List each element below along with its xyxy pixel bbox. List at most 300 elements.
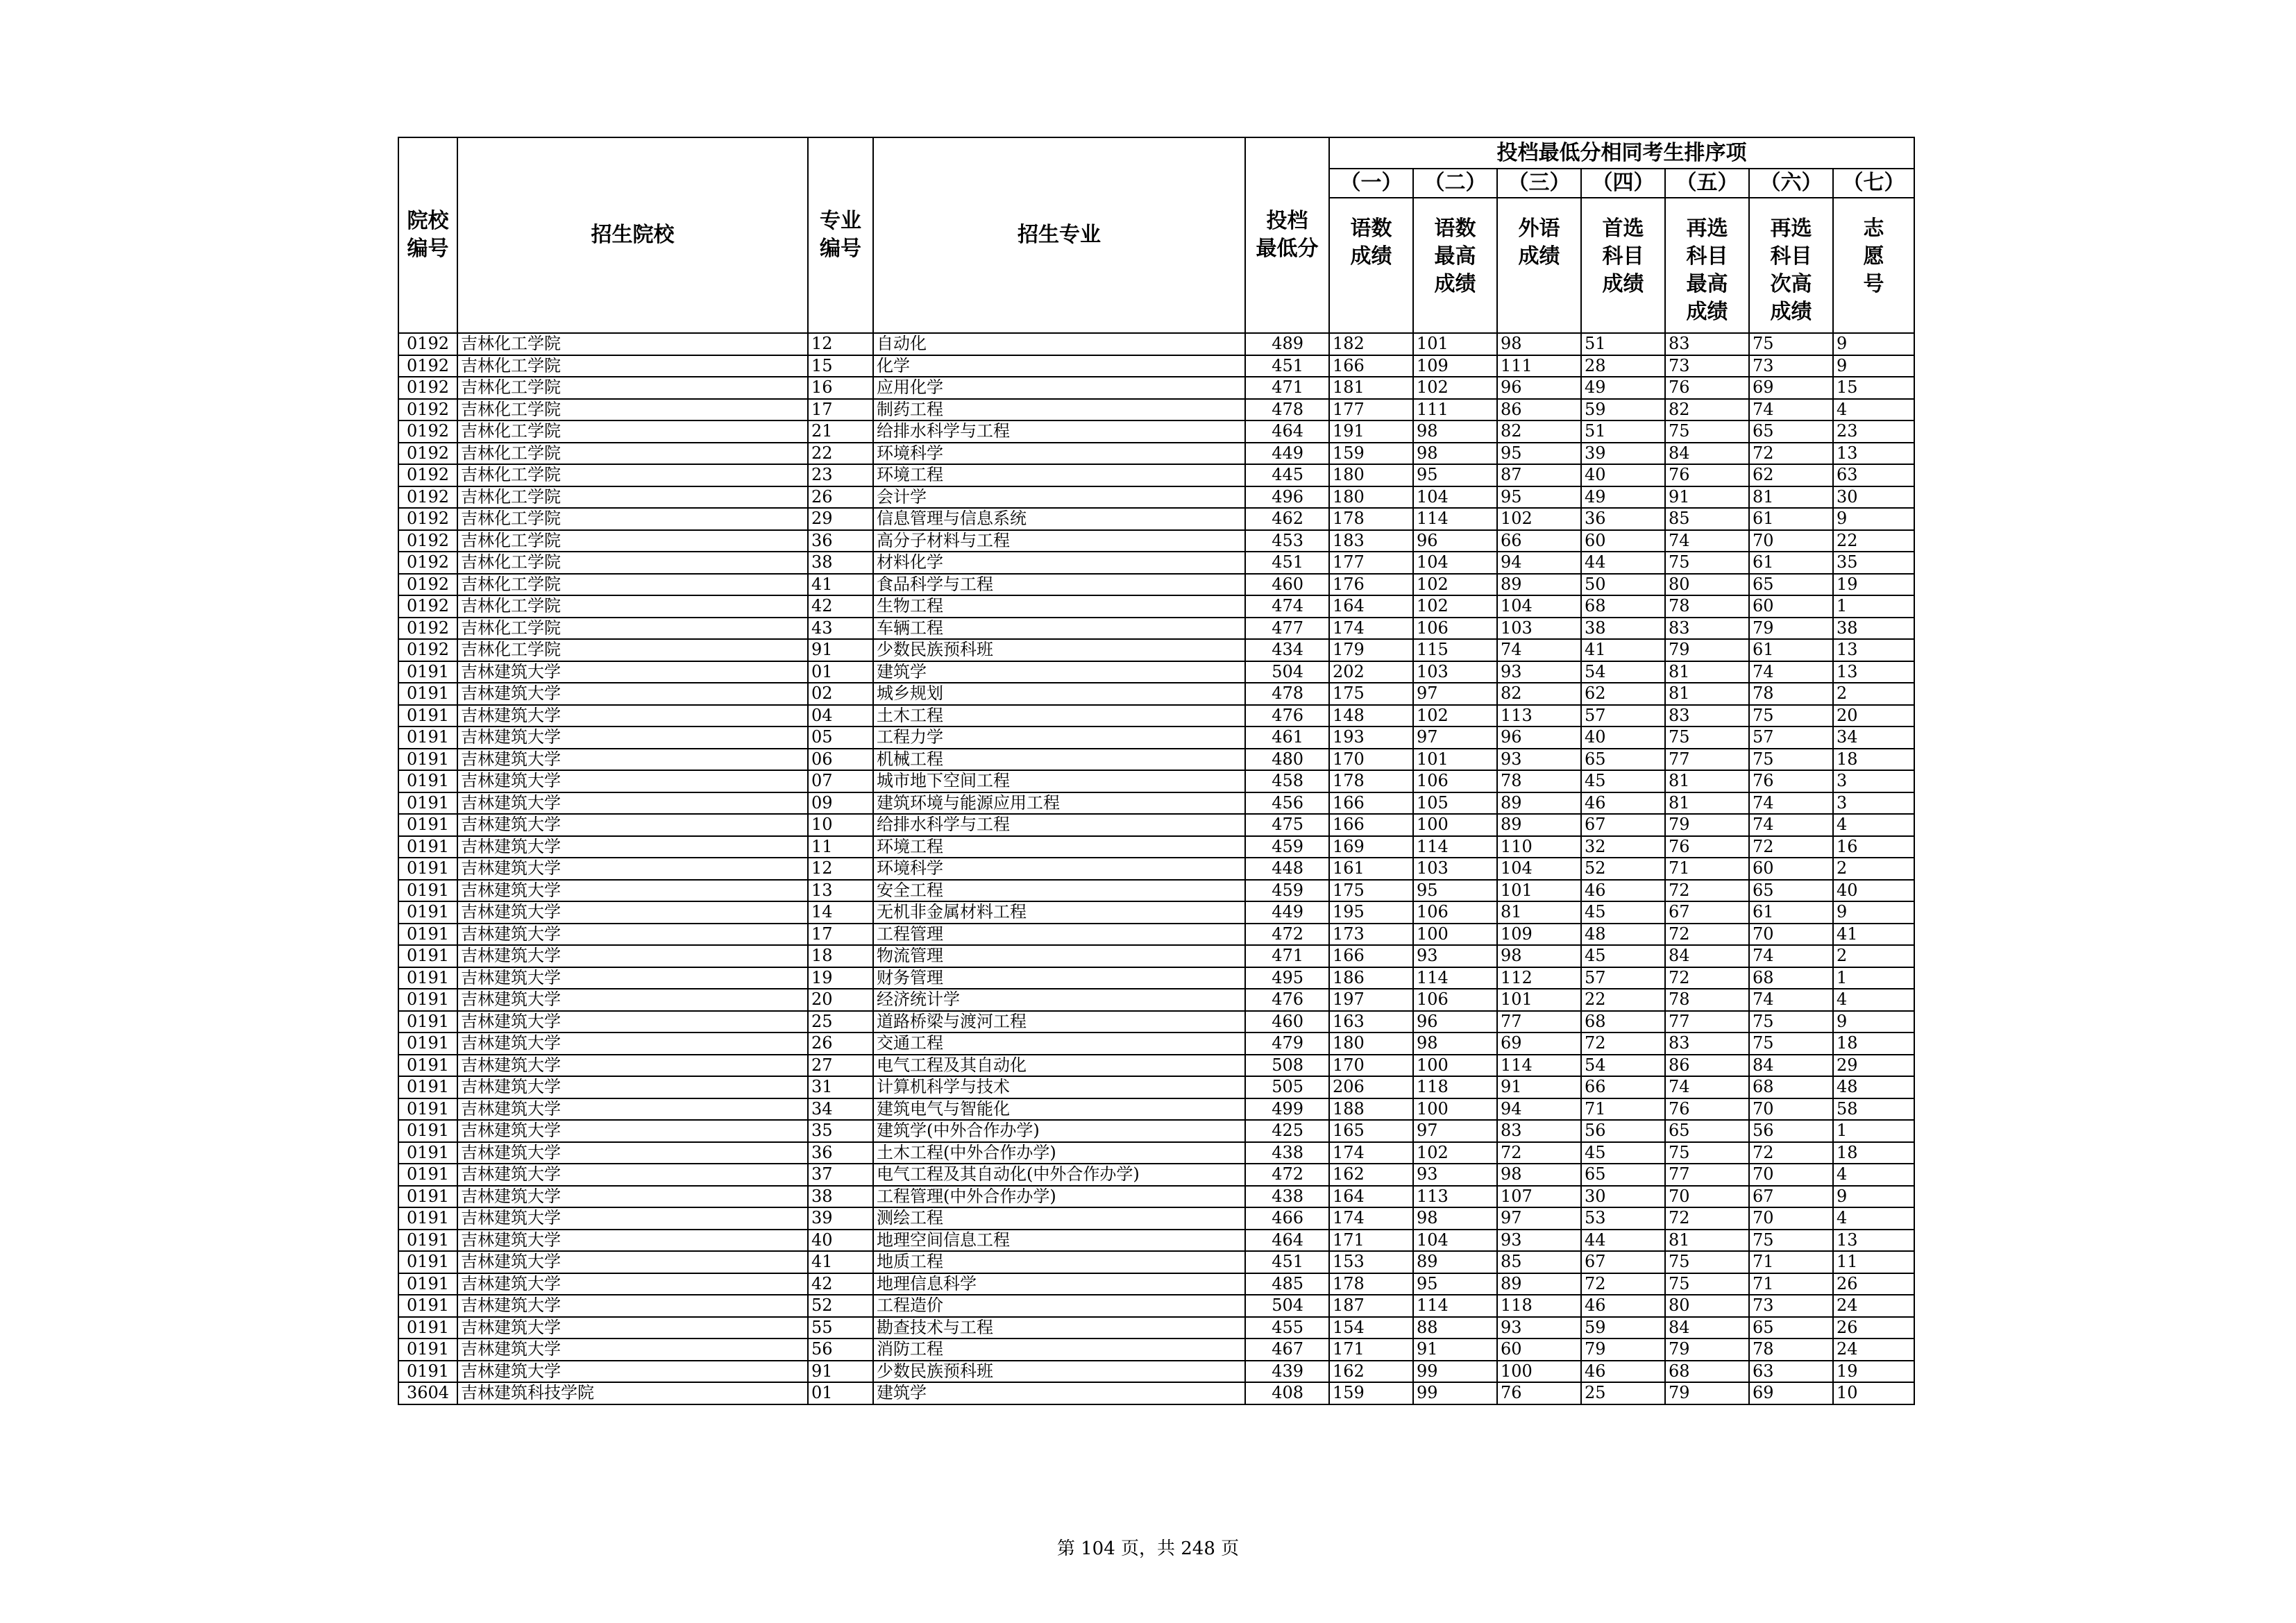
order-5-cell: 81 <box>1665 770 1749 792</box>
order-1-cell: 171 <box>1329 1230 1413 1252</box>
min-score-cell: 479 <box>1245 1033 1329 1055</box>
order-2-cell: 106 <box>1413 989 1497 1011</box>
table-row <box>398 770 1914 792</box>
major-name-cell: 自动化 <box>873 333 1245 355</box>
order-6-cell: 81 <box>1749 486 1833 509</box>
table-row <box>398 486 1914 509</box>
order-5-cell: 72 <box>1665 880 1749 902</box>
table-row <box>398 1120 1914 1142</box>
order-3-cell: 82 <box>1497 683 1581 705</box>
order-2-cell: 98 <box>1413 1207 1497 1230</box>
order-4-cell: 53 <box>1581 1207 1665 1230</box>
min-score-cell: 453 <box>1245 530 1329 552</box>
table-row <box>398 1361 1914 1383</box>
order-1-cell: 183 <box>1329 530 1413 552</box>
order-1-cell: 176 <box>1329 574 1413 596</box>
major-name-cell: 环境科学 <box>873 858 1245 880</box>
min-score-cell: 448 <box>1245 858 1329 880</box>
order-7-cell: 11 <box>1833 1251 1914 1273</box>
min-score-cell: 451 <box>1245 552 1329 574</box>
order-1-cell: 186 <box>1329 967 1413 989</box>
major-name-cell: 消防工程 <box>873 1339 1245 1361</box>
order-3-cell: 87 <box>1497 464 1581 486</box>
order-6-cell: 78 <box>1749 683 1833 705</box>
order-2-cell: 100 <box>1413 1055 1497 1077</box>
major-name-cell: 计算机科学与技术 <box>873 1076 1245 1098</box>
order-7-cell: 9 <box>1833 355 1914 377</box>
order-1-cell: 179 <box>1329 639 1413 661</box>
school-code-cell: 0191 <box>398 1076 457 1098</box>
order-1-cell: 170 <box>1329 749 1413 771</box>
order-2-cell: 93 <box>1413 1164 1497 1186</box>
order-5-cell: 68 <box>1665 1361 1749 1383</box>
order-item: 志 愿 号 <box>1833 198 1914 333</box>
order-7-cell: 24 <box>1833 1295 1914 1317</box>
order-label: （七） <box>1833 169 1914 198</box>
header-school: 招生院校 <box>457 137 808 333</box>
order-1-cell: 182 <box>1329 333 1413 355</box>
major-code-cell: 04 <box>808 705 873 727</box>
table-row <box>398 508 1914 530</box>
order-5-cell: 65 <box>1665 1120 1749 1142</box>
school-code-cell: 0192 <box>398 377 457 399</box>
school-code-cell: 0191 <box>398 1098 457 1121</box>
order-5-cell: 76 <box>1665 464 1749 486</box>
major-name-cell: 勘查技术与工程 <box>873 1317 1245 1339</box>
table-row <box>398 1011 1914 1033</box>
school-code-cell: 0192 <box>398 595 457 618</box>
major-code-cell: 41 <box>808 1251 873 1273</box>
order-3-cell: 86 <box>1497 399 1581 421</box>
table-row <box>398 1339 1914 1361</box>
min-score-cell: 499 <box>1245 1098 1329 1121</box>
order-1-cell: 177 <box>1329 552 1413 574</box>
header-major: 招生专业 <box>873 137 1245 333</box>
major-code-cell: 36 <box>808 1142 873 1164</box>
order-2-cell: 106 <box>1413 770 1497 792</box>
order-1-cell: 170 <box>1329 1055 1413 1077</box>
table-row <box>398 574 1914 596</box>
order-6-cell: 74 <box>1749 814 1833 836</box>
major-name-cell: 环境科学 <box>873 443 1245 465</box>
major-code-cell: 42 <box>808 595 873 618</box>
min-score-cell: 505 <box>1245 1076 1329 1098</box>
major-code-cell: 25 <box>808 1011 873 1033</box>
school-name-cell: 吉林建筑大学 <box>457 858 808 880</box>
order-4-cell: 56 <box>1581 1120 1665 1142</box>
school-name-cell: 吉林化工学院 <box>457 420 808 443</box>
order-7-cell: 26 <box>1833 1317 1914 1339</box>
order-3-cell: 96 <box>1497 377 1581 399</box>
order-2-cell: 103 <box>1413 661 1497 683</box>
order-5-cell: 75 <box>1665 1142 1749 1164</box>
order-1-cell: 171 <box>1329 1339 1413 1361</box>
order-5-cell: 76 <box>1665 1098 1749 1121</box>
order-3-cell: 110 <box>1497 836 1581 858</box>
order-2-cell: 102 <box>1413 595 1497 618</box>
min-score-cell: 456 <box>1245 792 1329 815</box>
order-2-cell: 113 <box>1413 1186 1497 1208</box>
order-3-cell: 114 <box>1497 1055 1581 1077</box>
order-3-cell: 100 <box>1497 1361 1581 1383</box>
school-code-cell: 0191 <box>398 901 457 924</box>
min-score-cell: 495 <box>1245 967 1329 989</box>
min-score-cell: 504 <box>1245 661 1329 683</box>
order-5-cell: 72 <box>1665 924 1749 946</box>
order-4-cell: 22 <box>1581 989 1665 1011</box>
order-2-cell: 114 <box>1413 967 1497 989</box>
order-6-cell: 56 <box>1749 1120 1833 1142</box>
order-2-cell: 104 <box>1413 552 1497 574</box>
min-score-cell: 472 <box>1245 924 1329 946</box>
major-name-cell: 建筑学 <box>873 1382 1245 1404</box>
major-name-cell: 化学 <box>873 355 1245 377</box>
order-4-cell: 50 <box>1581 574 1665 596</box>
order-2-cell: 114 <box>1413 508 1497 530</box>
order-7-cell: 35 <box>1833 552 1914 574</box>
order-2-cell: 106 <box>1413 901 1497 924</box>
school-code-cell: 0191 <box>398 836 457 858</box>
school-code-cell: 0192 <box>398 420 457 443</box>
min-score-cell: 445 <box>1245 464 1329 486</box>
order-6-cell: 74 <box>1749 792 1833 815</box>
order-5-cell: 79 <box>1665 1339 1749 1361</box>
order-3-cell: 83 <box>1497 1120 1581 1142</box>
order-7-cell: 63 <box>1833 464 1914 486</box>
school-code-cell: 0191 <box>398 967 457 989</box>
order-5-cell: 81 <box>1665 1230 1749 1252</box>
order-6-cell: 57 <box>1749 726 1833 749</box>
major-name-cell: 环境工程 <box>873 464 1245 486</box>
major-code-cell: 11 <box>808 836 873 858</box>
admission-score-table <box>398 137 1915 1405</box>
order-7-cell: 1 <box>1833 967 1914 989</box>
order-5-cell: 82 <box>1665 399 1749 421</box>
school-code-cell: 0191 <box>398 1273 457 1295</box>
min-score-cell: 459 <box>1245 880 1329 902</box>
order-4-cell: 51 <box>1581 333 1665 355</box>
order-5-cell: 70 <box>1665 1186 1749 1208</box>
order-2-cell: 103 <box>1413 858 1497 880</box>
school-name-cell: 吉林化工学院 <box>457 574 808 596</box>
order-7-cell: 20 <box>1833 705 1914 727</box>
table-body <box>398 333 1914 1404</box>
table-row <box>398 1251 1914 1273</box>
order-4-cell: 38 <box>1581 618 1665 640</box>
order-2-cell: 106 <box>1413 618 1497 640</box>
min-score-cell: 459 <box>1245 836 1329 858</box>
order-4-cell: 54 <box>1581 1055 1665 1077</box>
school-code-cell: 0191 <box>398 726 457 749</box>
school-name-cell: 吉林建筑大学 <box>457 1055 808 1077</box>
order-3-cell: 89 <box>1497 792 1581 815</box>
min-score-cell: 472 <box>1245 1164 1329 1186</box>
order-3-cell: 72 <box>1497 1142 1581 1164</box>
min-score-cell: 471 <box>1245 377 1329 399</box>
min-score-cell: 460 <box>1245 574 1329 596</box>
order-6-cell: 72 <box>1749 1142 1833 1164</box>
min-score-cell: 449 <box>1245 443 1329 465</box>
order-4-cell: 45 <box>1581 1142 1665 1164</box>
order-4-cell: 72 <box>1581 1033 1665 1055</box>
order-1-cell: 153 <box>1329 1251 1413 1273</box>
order-1-cell: 166 <box>1329 945 1413 967</box>
table-row <box>398 355 1914 377</box>
school-name-cell: 吉林化工学院 <box>457 355 808 377</box>
order-2-cell: 118 <box>1413 1076 1497 1098</box>
min-score-cell: 464 <box>1245 1230 1329 1252</box>
table-row <box>398 639 1914 661</box>
major-code-cell: 26 <box>808 1033 873 1055</box>
table-row <box>398 1273 1914 1295</box>
order-3-cell: 96 <box>1497 726 1581 749</box>
order-7-cell: 48 <box>1833 1076 1914 1098</box>
order-5-cell: 84 <box>1665 1317 1749 1339</box>
order-6-cell: 84 <box>1749 1055 1833 1077</box>
school-code-cell: 0192 <box>398 508 457 530</box>
order-2-cell: 102 <box>1413 574 1497 596</box>
order-7-cell: 9 <box>1833 508 1914 530</box>
order-6-cell: 68 <box>1749 1076 1833 1098</box>
order-label: （五） <box>1665 169 1749 198</box>
school-code-cell: 0191 <box>398 1251 457 1273</box>
order-3-cell: 112 <box>1497 967 1581 989</box>
school-code-cell: 0192 <box>398 443 457 465</box>
min-score-cell: 462 <box>1245 508 1329 530</box>
major-code-cell: 29 <box>808 508 873 530</box>
min-score-cell: 451 <box>1245 355 1329 377</box>
order-7-cell: 1 <box>1833 1120 1914 1142</box>
table-row <box>398 792 1914 815</box>
school-name-cell: 吉林建筑大学 <box>457 1361 808 1383</box>
school-name-cell: 吉林化工学院 <box>457 552 808 574</box>
order-5-cell: 77 <box>1665 749 1749 771</box>
min-score-cell: 451 <box>1245 1251 1329 1273</box>
table-row <box>398 836 1914 858</box>
page-footer: 第 104 页，共 248 页 <box>1056 1538 1240 1559</box>
order-2-cell: 104 <box>1413 1230 1497 1252</box>
school-name-cell: 吉林建筑大学 <box>457 1164 808 1186</box>
major-name-cell: 地质工程 <box>873 1251 1245 1273</box>
order-6-cell: 79 <box>1749 618 1833 640</box>
order-7-cell: 40 <box>1833 880 1914 902</box>
order-6-cell: 68 <box>1749 967 1833 989</box>
major-name-cell: 电气工程及其自动化(中外合作办学) <box>873 1164 1245 1186</box>
order-5-cell: 75 <box>1665 1273 1749 1295</box>
major-name-cell: 无机非金属材料工程 <box>873 901 1245 924</box>
order-4-cell: 45 <box>1581 770 1665 792</box>
order-3-cell: 69 <box>1497 1033 1581 1055</box>
major-code-cell: 91 <box>808 1361 873 1383</box>
school-name-cell: 吉林化工学院 <box>457 618 808 640</box>
order-2-cell: 89 <box>1413 1251 1497 1273</box>
school-code-cell: 0191 <box>398 1164 457 1186</box>
school-code-cell: 0191 <box>398 683 457 705</box>
order-5-cell: 77 <box>1665 1011 1749 1033</box>
min-score-cell: 508 <box>1245 1055 1329 1077</box>
school-name-cell: 吉林建筑大学 <box>457 1273 808 1295</box>
order-6-cell: 70 <box>1749 1098 1833 1121</box>
order-label: （六） <box>1749 169 1833 198</box>
order-1-cell: 159 <box>1329 1382 1413 1404</box>
min-score-cell: 478 <box>1245 399 1329 421</box>
table-row <box>398 1055 1914 1077</box>
major-code-cell: 07 <box>808 770 873 792</box>
order-2-cell: 96 <box>1413 1011 1497 1033</box>
order-2-cell: 93 <box>1413 945 1497 967</box>
table-row <box>398 530 1914 552</box>
major-name-cell: 建筑学 <box>873 661 1245 683</box>
table-row <box>398 1033 1914 1055</box>
min-score-cell: 460 <box>1245 1011 1329 1033</box>
order-6-cell: 72 <box>1749 836 1833 858</box>
school-name-cell: 吉林建筑大学 <box>457 1098 808 1121</box>
table-row <box>398 618 1914 640</box>
school-name-cell: 吉林化工学院 <box>457 595 808 618</box>
order-5-cell: 84 <box>1665 443 1749 465</box>
order-4-cell: 65 <box>1581 1164 1665 1186</box>
order-4-cell: 67 <box>1581 1251 1665 1273</box>
order-7-cell: 4 <box>1833 814 1914 836</box>
order-7-cell: 9 <box>1833 1186 1914 1208</box>
order-2-cell: 91 <box>1413 1339 1497 1361</box>
order-4-cell: 41 <box>1581 639 1665 661</box>
min-score-cell: 489 <box>1245 333 1329 355</box>
order-1-cell: 193 <box>1329 726 1413 749</box>
school-code-cell: 0191 <box>398 1011 457 1033</box>
order-5-cell: 79 <box>1665 814 1749 836</box>
order-1-cell: 163 <box>1329 1011 1413 1033</box>
table-row <box>398 661 1914 683</box>
order-7-cell: 3 <box>1833 792 1914 815</box>
order-6-cell: 73 <box>1749 1295 1833 1317</box>
school-name-cell: 吉林建筑大学 <box>457 1317 808 1339</box>
order-6-cell: 60 <box>1749 595 1833 618</box>
school-code-cell: 0192 <box>398 486 457 509</box>
school-name-cell: 吉林建筑大学 <box>457 792 808 815</box>
order-3-cell: 85 <box>1497 1251 1581 1273</box>
major-name-cell: 信息管理与信息系统 <box>873 508 1245 530</box>
school-code-cell: 0191 <box>398 924 457 946</box>
school-name-cell: 吉林建筑大学 <box>457 1142 808 1164</box>
major-name-cell: 工程造价 <box>873 1295 1245 1317</box>
order-5-cell: 73 <box>1665 355 1749 377</box>
order-2-cell: 109 <box>1413 355 1497 377</box>
order-6-cell: 74 <box>1749 989 1833 1011</box>
school-code-cell: 0192 <box>398 574 457 596</box>
order-3-cell: 97 <box>1497 1207 1581 1230</box>
major-code-cell: 09 <box>808 792 873 815</box>
min-score-cell: 476 <box>1245 989 1329 1011</box>
order-3-cell: 93 <box>1497 1230 1581 1252</box>
school-code-cell: 0192 <box>398 355 457 377</box>
school-name-cell: 吉林化工学院 <box>457 530 808 552</box>
order-3-cell: 107 <box>1497 1186 1581 1208</box>
order-1-cell: 178 <box>1329 1273 1413 1295</box>
min-score-cell: 480 <box>1245 749 1329 771</box>
table-row <box>398 399 1914 421</box>
major-name-cell: 地理空间信息工程 <box>873 1230 1245 1252</box>
major-name-cell: 经济统计学 <box>873 989 1245 1011</box>
order-7-cell: 18 <box>1833 1142 1914 1164</box>
order-5-cell: 74 <box>1665 1076 1749 1098</box>
order-7-cell: 29 <box>1833 1055 1914 1077</box>
order-6-cell: 72 <box>1749 443 1833 465</box>
order-7-cell: 26 <box>1833 1273 1914 1295</box>
order-5-cell: 72 <box>1665 967 1749 989</box>
order-4-cell: 48 <box>1581 924 1665 946</box>
order-3-cell: 93 <box>1497 749 1581 771</box>
school-name-cell: 吉林化工学院 <box>457 508 808 530</box>
order-7-cell: 13 <box>1833 639 1914 661</box>
order-2-cell: 95 <box>1413 1273 1497 1295</box>
order-4-cell: 46 <box>1581 1361 1665 1383</box>
order-1-cell: 180 <box>1329 464 1413 486</box>
order-3-cell: 98 <box>1497 1164 1581 1186</box>
major-name-cell: 食品科学与工程 <box>873 574 1245 596</box>
order-4-cell: 46 <box>1581 880 1665 902</box>
major-code-cell: 36 <box>808 530 873 552</box>
order-6-cell: 71 <box>1749 1273 1833 1295</box>
order-2-cell: 88 <box>1413 1317 1497 1339</box>
order-5-cell: 91 <box>1665 486 1749 509</box>
order-6-cell: 65 <box>1749 574 1833 596</box>
school-code-cell: 3604 <box>398 1382 457 1404</box>
order-3-cell: 82 <box>1497 420 1581 443</box>
order-4-cell: 54 <box>1581 661 1665 683</box>
school-code-cell: 0192 <box>398 618 457 640</box>
order-5-cell: 75 <box>1665 552 1749 574</box>
major-code-cell: 39 <box>808 1207 873 1230</box>
header-group-title: 投档最低分相同考生排序项 <box>1329 137 1914 169</box>
order-7-cell: 9 <box>1833 901 1914 924</box>
order-6-cell: 67 <box>1749 1186 1833 1208</box>
major-name-cell: 交通工程 <box>873 1033 1245 1055</box>
order-5-cell: 76 <box>1665 836 1749 858</box>
min-score-cell: 464 <box>1245 420 1329 443</box>
major-name-cell: 地理信息科学 <box>873 1273 1245 1295</box>
school-name-cell: 吉林建筑大学 <box>457 1230 808 1252</box>
order-2-cell: 95 <box>1413 880 1497 902</box>
order-5-cell: 81 <box>1665 792 1749 815</box>
major-code-cell: 12 <box>808 858 873 880</box>
order-7-cell: 4 <box>1833 989 1914 1011</box>
order-1-cell: 181 <box>1329 377 1413 399</box>
order-3-cell: 109 <box>1497 924 1581 946</box>
table-row <box>398 1098 1914 1121</box>
order-4-cell: 57 <box>1581 705 1665 727</box>
major-name-cell: 测绘工程 <box>873 1207 1245 1230</box>
order-6-cell: 75 <box>1749 749 1833 771</box>
order-4-cell: 66 <box>1581 1076 1665 1098</box>
order-2-cell: 95 <box>1413 464 1497 486</box>
order-4-cell: 49 <box>1581 377 1665 399</box>
school-name-cell: 吉林化工学院 <box>457 443 808 465</box>
order-3-cell: 104 <box>1497 858 1581 880</box>
order-4-cell: 40 <box>1581 464 1665 486</box>
order-1-cell: 180 <box>1329 1033 1413 1055</box>
order-6-cell: 78 <box>1749 1339 1833 1361</box>
order-4-cell: 60 <box>1581 530 1665 552</box>
major-name-cell: 给排水科学与工程 <box>873 420 1245 443</box>
order-7-cell: 34 <box>1833 726 1914 749</box>
min-score-cell: 485 <box>1245 1273 1329 1295</box>
order-5-cell: 75 <box>1665 1251 1749 1273</box>
header-school-code: 院校 编号 <box>398 137 457 333</box>
order-6-cell: 69 <box>1749 1382 1833 1404</box>
order-1-cell: 178 <box>1329 508 1413 530</box>
school-name-cell: 吉林建筑大学 <box>457 836 808 858</box>
